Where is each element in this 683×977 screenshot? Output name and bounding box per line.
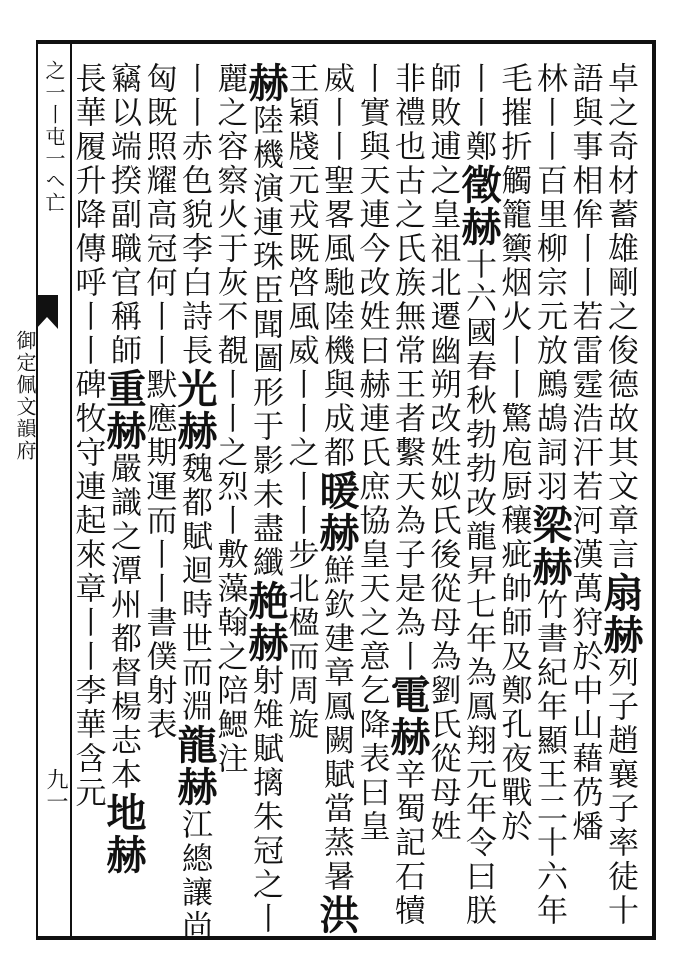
right-border-line xyxy=(652,40,656,940)
headword: 梁赫 xyxy=(526,504,573,588)
text-segment: 丨丨赤色貌李白詩長 xyxy=(176,62,212,368)
text-column xyxy=(566,62,607,922)
book-title: 御定佩文韻府 xyxy=(13,330,37,462)
headword: 赩赫 xyxy=(242,580,289,664)
headword: 徵赫 xyxy=(455,164,502,248)
text-segment: 林丨丨百里柳宗元放鷓鴣詞羽 xyxy=(531,62,567,504)
text-segment: 威丨丨聖畧風馳陸機與成都 xyxy=(318,62,354,470)
text-segment: 王穎牋元戎既啓風威丨丨 xyxy=(282,62,319,436)
headword: 洪 xyxy=(313,894,360,936)
text-column xyxy=(282,62,323,922)
text-column xyxy=(384,62,431,928)
text-segment: 陸機演連珠臣聞圖形于影未盡纖 xyxy=(247,104,283,580)
headword: 地赫 xyxy=(100,792,147,876)
text-column xyxy=(455,62,502,928)
text-segment: 書僕射表 xyxy=(140,606,177,742)
text-segment: 丨敷藻翰之陪鰓注 xyxy=(211,504,248,776)
text-segment: 丨實與天連今改姓曰赫連氏庶協皇天之意 xyxy=(353,62,390,674)
headword: 暖赫 xyxy=(313,470,360,554)
text-segment: 之皇祖北遷幽朔改姓姒氏後從母為劉氏從母姓 xyxy=(424,164,461,844)
headword: 重赫 xyxy=(100,368,147,452)
text-column xyxy=(353,62,394,922)
text-segment: 竊以端揆副職官稱師 xyxy=(105,62,141,368)
text-segment: 師敗逋 xyxy=(424,62,461,164)
text-segment: 竹書紀年顯王二十六年 xyxy=(531,588,567,928)
text-segment: 萬狩於中山藉芿燔 xyxy=(566,572,603,844)
text-segment: 長華履升降傳呼丨丨 xyxy=(69,62,106,368)
text-column xyxy=(171,62,218,944)
bottom-border-line xyxy=(36,936,656,940)
text-segment: 非禮也古之氏族無常王者繫天為子是為丨 xyxy=(389,62,425,674)
text-segment: 鮮欽建章鳳闕賦當蒸暑 xyxy=(318,554,354,894)
text-segment: 默應期運而丨丨 xyxy=(140,368,177,606)
text-column xyxy=(100,62,147,922)
text-column xyxy=(526,62,573,928)
headword: 電赫 xyxy=(384,674,431,758)
text-column xyxy=(424,62,465,922)
text-segment: 江總讓尚 xyxy=(176,808,212,944)
text-column xyxy=(242,62,289,936)
text-segment: 乞降表曰皇 xyxy=(353,674,390,844)
text-segment: 麗之容察火于灰不覩丨丨之烈 xyxy=(211,62,248,504)
headword: 扇赫 xyxy=(597,572,644,656)
headword: 赫 xyxy=(242,62,289,104)
headword: 光赫 xyxy=(171,368,218,452)
text-column xyxy=(211,62,252,922)
text-column xyxy=(495,62,536,922)
text-column xyxy=(69,62,110,922)
text-segment: 穰疵帥師及鄭孔夜戰於 xyxy=(495,504,532,844)
text-segment: 碑牧守連起來章丨丨 xyxy=(69,368,106,674)
text-segment: 嚴識之潭州都督楊志本 xyxy=(105,452,141,792)
text-segment: 列子趙襄子率徒十 xyxy=(602,656,638,928)
text-segment: 丨丨鄭 xyxy=(460,62,496,164)
top-border-line xyxy=(36,40,656,44)
text-segment: 語與事相侔丨丨若雷霆浩汗若河漢 xyxy=(566,62,603,572)
text-segment: 之丨丨步北楹而周旋 xyxy=(282,436,319,742)
text-segment: 李華含元 xyxy=(69,674,106,810)
text-segment: 卓之奇材蓄雄剛之俊德故其文章言 xyxy=(602,62,638,572)
text-segment: 十六國春秋勃勃改龍昇七年為鳳翔元年令曰朕 xyxy=(460,248,496,928)
page-number: 九一 xyxy=(43,768,68,812)
text-column xyxy=(597,62,644,928)
text-segment: 毛摧折觸籠籞烟火丨丨驚庖厨 xyxy=(495,62,532,504)
text-column xyxy=(313,62,360,936)
text-column xyxy=(140,62,181,922)
headword: 龍赫 xyxy=(171,724,218,808)
text-segment: 匈既照耀高冠何丨丨 xyxy=(140,62,177,368)
text-segment: 射雉賦摛朱冠之丨 xyxy=(247,664,283,936)
text-segment: 魏都賦迴時世而淵 xyxy=(176,452,212,724)
text-segment: 辛蜀記石犢 xyxy=(389,758,425,928)
margin-top-text: 之一丨屯一へ亡 xyxy=(42,60,66,214)
